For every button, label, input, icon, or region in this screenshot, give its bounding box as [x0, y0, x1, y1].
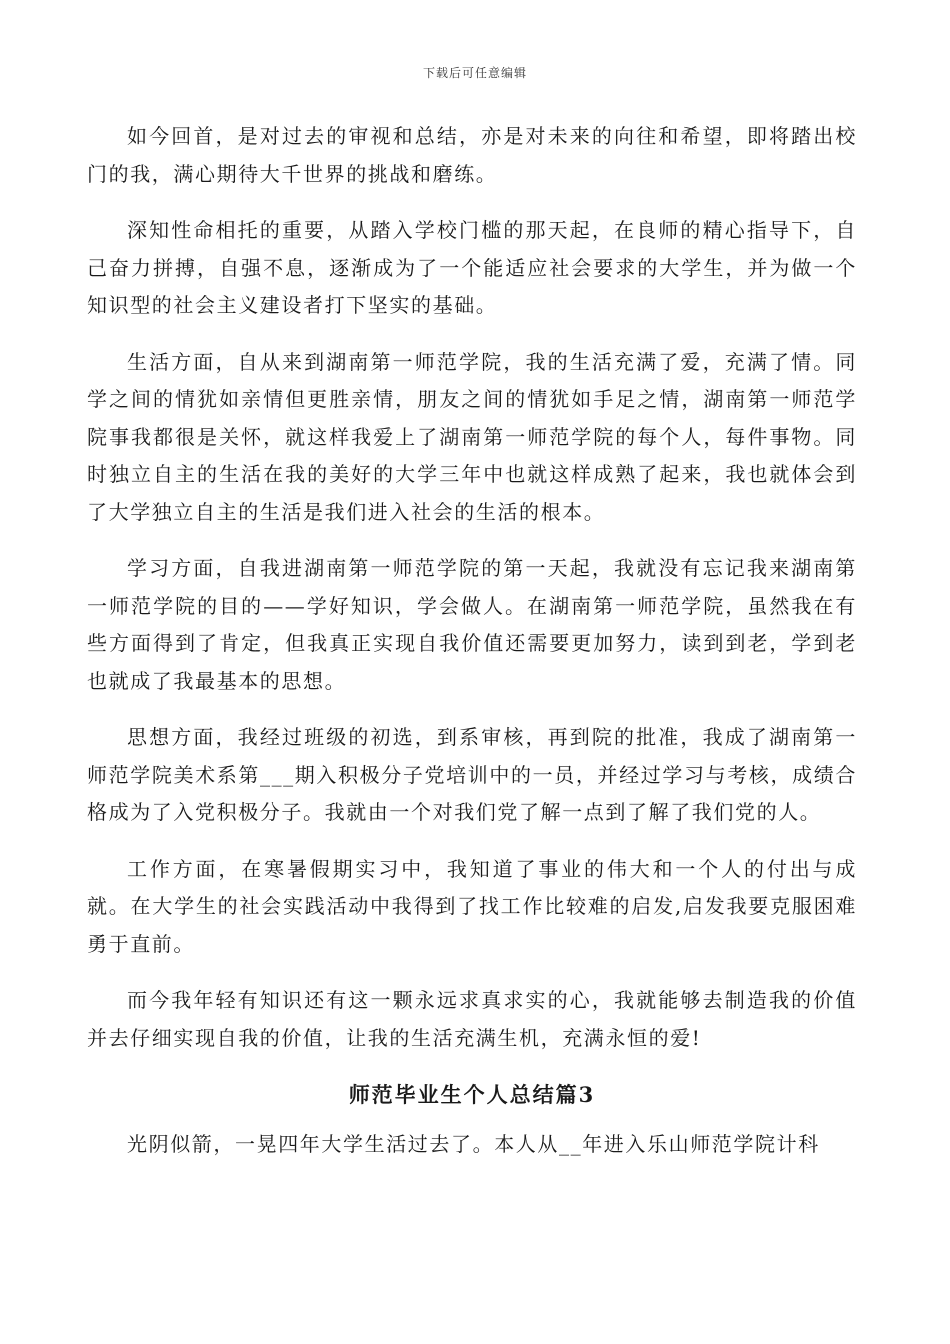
paragraph-study: 学习方面，自我进湖南第一师范学院的第一天起，我就没有忘记我来湖南第一师范学院的目的——学好知识，学会做人。在湖南第一师范学院，虽然我在有些方面得到了肯定，但我真正实现自我价值还需要更加努力，读到到老，学到老也就成了我最基本的思想。	[87, 556, 857, 693]
page-header-note: 下载后可任意编辑	[422, 66, 527, 80]
document-body	[87, 118, 857, 1182]
paragraph-work: 工作方面，在寒暑假期实习中，我知道了事业的伟大和一个人的付出与成就。在大学生的社会实践活动中我得到了找工作比较难的启发,启发我要克服困难勇于直前。	[87, 856, 857, 956]
section-title: 师范毕业生个人总结篇3	[348, 1082, 596, 1107]
paragraph-life: 生活方面，自从来到湖南第一师范学院，我的生活充满了爱，充满了情。同学之间的情犹如亲情但更胜亲情，朋友之间的情犹如手足之情，湖南第一师范学院事我都很是关怀，就这样我爱上了湖南第一师范学院的每个人，每件事物。同时独立自主的生活在我的美好的大学三年中也就这样成熟了起来，我也就体会到了大学独立自主的生活是我们进入社会的生活的根本。	[87, 349, 857, 524]
paragraph-future: 而今我年轻有知识还有这一颗永远求真求实的心，我就能够去制造我的价值并去仔细实现自我的价值，让我的生活充满生机，充满永恒的爱!	[87, 988, 857, 1050]
paragraph-closing: 光阴似箭，一晃四年大学生活过去了。本人从__年进入乐山师范学院计科	[127, 1131, 820, 1156]
paragraph-reflection: 如今回首，是对过去的审视和总结，亦是对未来的向往和希望，即将踏出校门的我，满心期待大千世界的挑战和磨练。	[87, 124, 857, 186]
paragraph-growth: 深知性命相托的重要，从踏入学校门槛的那天起，在良师的精心指导下，自己奋力拼搏，自强不息，逐渐成为了一个能适应社会要求的大学生，并为做一个知识型的社会主义建设者打下坚实的基础。	[87, 218, 857, 317]
paragraph-ideology: 思想方面，我经过班级的初选，到系审核，再到院的批准，我成了湖南第一师范学院美术系第___期入积极分子党培训中的一员，并经过学习与考核，成绩合格成为了入党积极分子。我就由一个对我们党了解一点到了解了我们党的人。	[87, 725, 857, 824]
